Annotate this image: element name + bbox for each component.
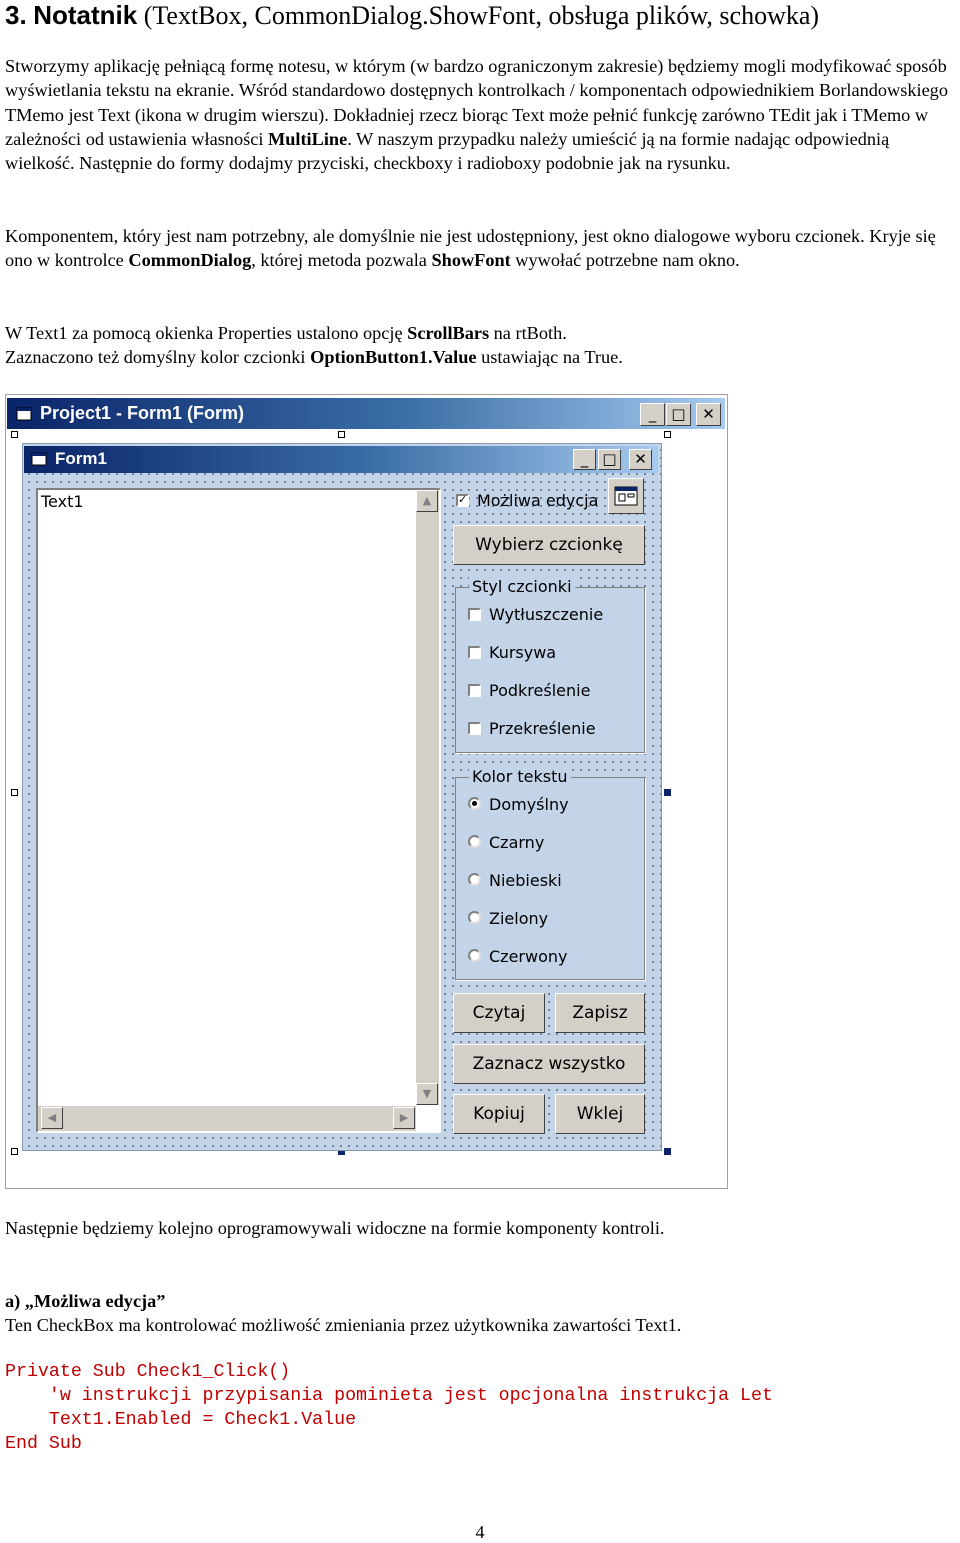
italic-checkbox-label: Kursywa	[489, 643, 557, 662]
black-color-radio[interactable]	[468, 835, 481, 848]
paragraph-checkbox-desc: Ten CheckBox ma kontrolować możliwość zmieniania przez użytkownika zawartości Text1.	[5, 1315, 682, 1335]
bold-checkbox[interactable]	[468, 608, 481, 621]
italic-checkbox[interactable]	[468, 646, 481, 659]
heading-subtitle: (TextBox, CommonDialog.ShowFont, obsługa plików, schowka)	[137, 1, 820, 30]
select-all-button[interactable]: Zaznacz wszystko	[453, 1044, 645, 1084]
form-maximize-button[interactable]: □	[598, 449, 621, 470]
paragraph-properties: W Text1 za pomocą okienka Properties ustalono opcję ScrollBars na rtBoth. Zaznaczono też domyślny kolor czcionki OptionButton1.Value ustawiając na True.	[5, 323, 623, 368]
vertical-scrollbar[interactable]	[416, 490, 439, 1105]
choose-font-button[interactable]: Wybierz czcionkę	[453, 525, 645, 565]
textbox-content: Text1	[41, 492, 84, 511]
form-minimize-button[interactable]: _	[573, 449, 596, 470]
code-line: Private Sub Check1_Click()	[5, 1362, 291, 1382]
bold-checkbox-label: Wytłuszczenie	[489, 605, 604, 624]
resize-handle[interactable]	[11, 431, 18, 438]
red-color-label: Czerwony	[489, 947, 568, 966]
resize-handle[interactable]	[664, 431, 671, 438]
text-color-frame-title: Kolor tekstu	[469, 767, 571, 786]
scroll-up-icon[interactable]: ▲	[416, 490, 438, 512]
horizontal-scrollbar[interactable]	[38, 1106, 416, 1131]
form-close-button[interactable]: ✕	[629, 449, 652, 470]
form-title-bar	[24, 446, 658, 473]
blue-color-label: Niebieski	[489, 871, 562, 890]
edit-checkbox-label: Możliwa edycja	[477, 491, 599, 510]
form-title: Form1	[55, 449, 107, 468]
paste-button[interactable]: Wklej	[555, 1094, 645, 1134]
maximize-button[interactable]: □	[666, 403, 691, 426]
default-color-label: Domyślny	[489, 795, 569, 814]
code-line: Text1.Enabled = Check1.Value	[5, 1410, 357, 1430]
copy-button[interactable]: Kopiuj	[453, 1094, 545, 1134]
heading-number: 3.	[5, 0, 27, 30]
close-button[interactable]: ✕	[696, 403, 721, 426]
window-icon	[16, 407, 32, 421]
paragraph-next-steps: Następnie będziemy kolejno oprogramowywali widoczne na formie komponenty kontroli.	[5, 1218, 665, 1238]
underline-checkbox-label: Podkreślenie	[489, 681, 591, 700]
scroll-left-icon[interactable]: ◀	[41, 1107, 63, 1129]
black-color-label: Czarny	[489, 833, 545, 852]
resize-handle[interactable]	[338, 431, 345, 438]
code-line: 'w instrukcji przypisania pominieta jest opcjonalna instrukcja Let	[5, 1386, 773, 1406]
code-line: End Sub	[5, 1434, 82, 1454]
resize-handle[interactable]	[664, 1148, 671, 1155]
blue-color-radio[interactable]	[468, 873, 481, 886]
scroll-right-icon[interactable]: ▶	[393, 1107, 415, 1129]
green-color-radio[interactable]	[468, 911, 481, 924]
heading-title: Notatnik	[33, 0, 138, 30]
page-heading	[5, 0, 819, 31]
paragraph-commondialog: Komponentem, który jest nam potrzebny, ale domyślnie nie jest udostępniony, jest okno dialogowe wyboru czcionek. Kryje się ono w kontrolce CommonDialog, której metoda pozwala ShowFont wywołać potrzebne nam okno.	[5, 226, 936, 271]
ide-window-title: Project1 - Form1 (Form)	[40, 403, 245, 423]
minimize-button[interactable]: _	[640, 403, 665, 426]
scroll-down-icon[interactable]: ▼	[416, 1083, 438, 1105]
default-color-radio[interactable]	[468, 797, 481, 810]
underline-checkbox[interactable]	[468, 684, 481, 697]
font-style-frame-title: Styl czcionki	[469, 577, 575, 596]
page-number: 4	[475, 1522, 485, 1542]
section-heading: a) „Możliwa edycja”	[5, 1291, 166, 1311]
edit-checkbox[interactable]: ✓	[458, 494, 468, 506]
save-button[interactable]: Zapisz	[555, 993, 645, 1033]
common-dialog-icon[interactable]	[608, 478, 644, 514]
paragraph-intro: Stworzymy aplikację pełniącą formę notesu, w którym (w bardzo ograniczonym zakresie) będziemy mogli modyfikować sposób wyświetlania tekstu na ekranie. Wśród standardowo dostępnych kontrolkach / komponentach odpowiednikiem Borlandowskiego TMemo jest Text (ikona w drugim wierszu). Dokładniej rzecz biorąc Text może pełnić funkcję zarówno TEdit jak i TMemo w zależności od ustawienia własności MultiLine. W naszym przypadku należy umieścić ją na formie nadając odpowiednią wielkość. Następnie do formy dodajmy przyciski, checkboxy i radioboxy podobnie jak na rysunku.	[5, 56, 948, 174]
resize-handle[interactable]	[664, 789, 671, 796]
strikethrough-checkbox-label: Przekreślenie	[489, 719, 596, 738]
read-button[interactable]: Czytaj	[453, 993, 545, 1033]
strikethrough-checkbox[interactable]	[468, 722, 481, 735]
form-window-icon	[31, 452, 47, 466]
red-color-radio[interactable]	[468, 949, 481, 962]
resize-handle[interactable]	[11, 1148, 18, 1155]
resize-handle[interactable]	[11, 789, 18, 796]
text1-textbox[interactable]	[36, 488, 441, 1133]
green-color-label: Zielony	[489, 909, 549, 928]
